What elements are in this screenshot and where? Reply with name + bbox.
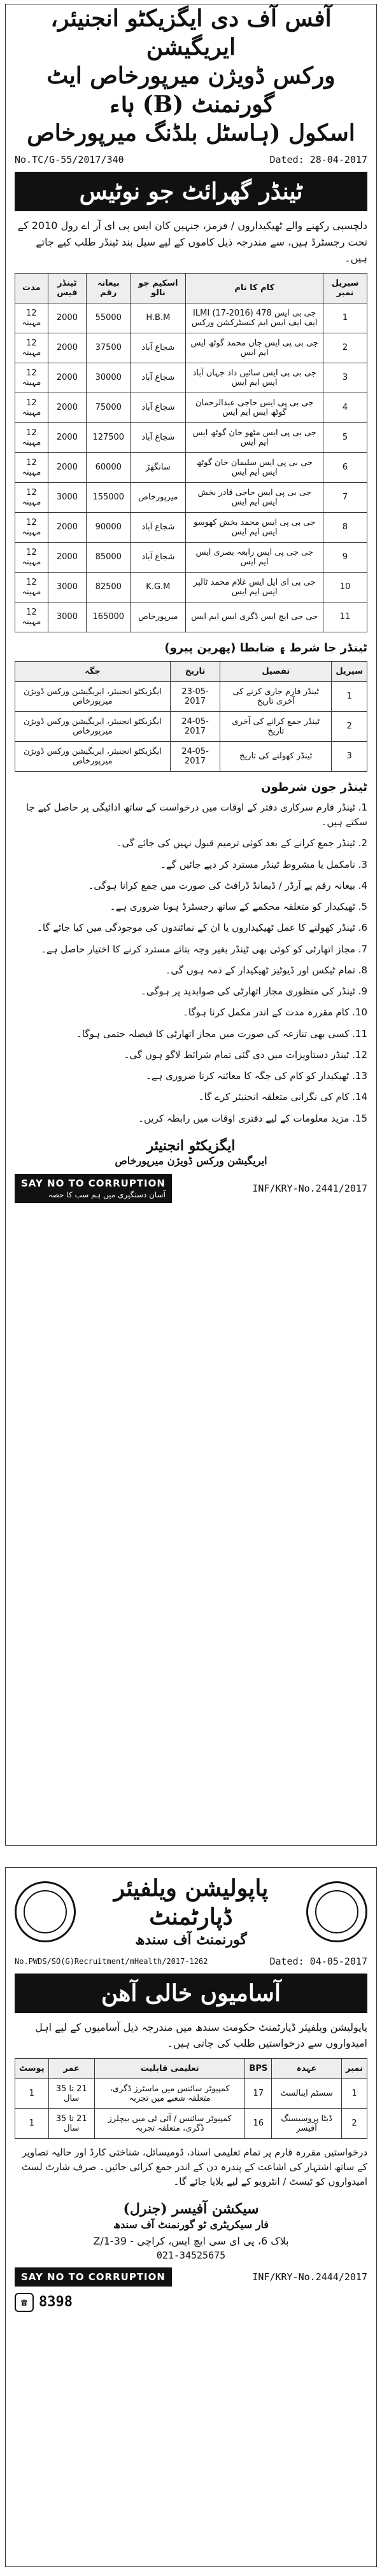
- officer-org: فار سیکریٹری ٹو گورنمنٹ آف سندھ: [113, 2218, 269, 2231]
- table-row: [15, 2108, 367, 2138]
- cell-sn: 11: [323, 602, 367, 632]
- cell-sn: 3: [323, 363, 367, 393]
- cell-fee: 2000: [48, 363, 86, 393]
- vacancy-count: 1: [15, 2108, 49, 2138]
- cell-time: 12 مہینہ: [15, 363, 48, 393]
- cell-fee: 2000: [48, 333, 86, 363]
- schedule-col-date: تاریخ: [170, 661, 220, 681]
- cell-desc: جی بی پی ایس مٹھو خان گوٹھ ایس ایم ایس: [186, 422, 323, 452]
- condition-10: 10. کام مقررہ مدت کے اندر مکمل کرنا ہوگا۔: [183, 1006, 367, 1019]
- vacancy-bps: 16: [245, 2108, 272, 2138]
- cell-fee: 2000: [48, 393, 86, 422]
- cell-sn: 10: [323, 572, 367, 602]
- cell-scheme: سانگھڑ: [131, 452, 186, 482]
- ad1-footer: [15, 1174, 367, 1203]
- dept-title-block: [76, 1874, 306, 1949]
- condition-14: 14. کام کی نگرانی متعلقہ انجنیئر کرے گا۔: [198, 1091, 367, 1103]
- cell-time: 12 مہینہ: [15, 333, 48, 363]
- table-row: [15, 393, 367, 422]
- cell-scheme: شجاع آباد: [131, 422, 186, 452]
- cell-desc: جی بی پی ایس سائیں داد جہاں آباد ایس ایم ایس: [186, 363, 323, 393]
- schedule-date: 24-05-2017: [170, 741, 220, 771]
- signature-title: ایگزیکٹو انجنیئر: [146, 1137, 236, 1154]
- cell-desc: جی بی پی ایس جان محمد گوٹھ ایس ایم ایس: [186, 333, 323, 363]
- works-table: [15, 273, 367, 632]
- dept-header: [15, 1874, 367, 1949]
- table-row: [15, 512, 367, 542]
- vacancy-qual: کمپیوٹر سائنس / آئی ٹی میں بیچلرز ڈگری، متعلقہ تجربہ: [94, 2108, 245, 2138]
- col-name: کام کا نام: [186, 273, 323, 303]
- vacancy-sn: 2: [342, 2108, 367, 2138]
- schedule-date: 23-05-2017: [170, 681, 220, 711]
- schedule-row: [15, 741, 367, 771]
- signature-block: [15, 1138, 367, 1168]
- cell-earnest: 37500: [87, 333, 131, 363]
- tender-intro: دلچسپی رکھنے والے ٹھیکیداروں / فرمز، جنہیں کان ایس پی ای آر اے رول 2010 کے تحت رجسٹرڈ ہیں، سے مندرجہ ذیل کاموں کے لیے سیل بند ٹینڈر طلب کیے جاتے ہیں۔: [17, 219, 367, 265]
- vacancy-col-bps: BPS: [245, 2058, 272, 2078]
- ref-date-row: [15, 154, 367, 165]
- table-row: [15, 542, 367, 572]
- condition-7: 7. مجاز اتھارٹی کو کوئی بھی ٹینڈر بغیر وجہ بتائے مسترد کرنے کا اختیار حاصل ہے۔: [41, 943, 367, 955]
- condition-15: 15. مزید معلومات کے لیے دفتری اوقات میں رابطہ کریں۔: [138, 1112, 367, 1124]
- vacancy-count: 1: [15, 2078, 49, 2108]
- cell-scheme: شجاع آباد: [131, 542, 186, 572]
- schedule-item: ٹینڈر کھولنے کی تاریخ: [220, 741, 332, 771]
- vacancy-qual: کمپیوٹر سائنس میں ماسٹرز ڈگری، متعلقہ شعبے میں تجربہ: [94, 2078, 245, 2108]
- cell-earnest: 55000: [87, 303, 131, 333]
- officer-block: [15, 2201, 367, 2261]
- cell-desc: جی بی پی ایس حاجی عبدالرحمان گوٹھ ایس ایم ایس: [186, 393, 323, 422]
- issue-date: Dated: 28-04-2017: [269, 154, 367, 165]
- govt-seal-icon: [15, 1881, 76, 1942]
- table-row: [15, 452, 367, 482]
- cell-fee: 2000: [48, 452, 86, 482]
- schedule-row: [15, 711, 367, 741]
- schedule-sn: 3: [332, 741, 367, 771]
- cell-desc: جی جی پی ایس رابعہ بصری ایس ایم ایس: [186, 542, 323, 572]
- cell-sn: 1: [323, 303, 367, 333]
- inf-number: INF/KRY-No.2441/2017: [252, 1183, 367, 1195]
- condition-9: 9. ٹینڈر کی منظوری مجاز اتھارٹی کی صوابدید پر ہوگی۔: [141, 985, 367, 998]
- ad2-ref-row: [15, 1956, 367, 1967]
- phone-icon: ☎: [15, 2293, 34, 2312]
- tender-notice-banner: ٹینڈر گھرائٹ جو نوٹیس: [15, 172, 367, 211]
- ref-number: No.TC/G-55/2017/340: [15, 154, 124, 165]
- ad2-date: Dated: 04-05-2017: [269, 1955, 367, 1967]
- ad2-ref-number: No.PWDS/SO(G)Recruitment/mHealth/2017-1262: [15, 1956, 208, 1966]
- condition-1: 1. ٹینڈر فارم سرکاری دفتر کے اوقات میں درخواست کے ساتھ ادائیگی پر حاصل کیے جا سکتے ہیں۔: [25, 801, 367, 828]
- cell-time: 12 مہینہ: [15, 393, 48, 422]
- col-scheme: اسکیم جو نالو: [131, 273, 186, 303]
- vacancy-col-qual: تعلیمی قابلیت: [94, 2058, 245, 2078]
- cell-desc: جی بی پی ایس حاجی قادر بخش ایس ایم ایس: [186, 482, 323, 512]
- condition-12: 12. ٹینڈر دستاویزات میں دی گئی تمام شرائط لاگو ہوں گی۔: [124, 1048, 367, 1061]
- condition-4: 4. بیعانہ رقم پے آرڈر / ڈیمانڈ ڈرافٹ کی صورت میں جمع کرانا ہوگی۔: [88, 879, 367, 891]
- dept-subtitle: گورنمنٹ آف سندھ: [135, 1932, 247, 1948]
- anti-corruption-urdu: آسان دستگیری میں ہم سب کا حصہ: [48, 1190, 166, 1200]
- col-amount: بیعانہ رقم: [87, 273, 131, 303]
- vacancy-table: [15, 2058, 367, 2139]
- table-row: [15, 303, 367, 333]
- vacancy-body: درخواستیں مقررہ فارم پر تمام تعلیمی اسناد، ڈومیسائل، شناختی کارڈ اور حالیہ تصاویر کے ساتھ اشتہار کی اشاعت کے پندرہ دن کے اندر جمع کرائی جائیں۔ صرف شارٹ لسٹ امیدواروں کو ٹیسٹ / انٹرویو کے لیے بلایا جائے گا۔: [21, 2146, 367, 2188]
- cell-scheme: H.B.M: [131, 303, 186, 333]
- schedule-place: ایگزیکٹو انجنیئر، ایریگیشن ورکس ڈویژن میرپورخاص: [15, 681, 171, 711]
- cell-earnest: 127500: [87, 422, 131, 452]
- schedule-date: 24-05-2017: [170, 711, 220, 741]
- cell-fee: 3000: [48, 602, 86, 632]
- vacancy-post: سسٹم اینالسٹ: [272, 2078, 342, 2108]
- vacancy-col-sn: نمبر: [342, 2058, 367, 2078]
- schedule-col-place: جگہ: [15, 661, 171, 681]
- org-title-line2: ورکس ڈویژن میرپورخاص ایٹ گورنمنٹ (B) ہاء: [46, 62, 336, 118]
- table-row: [15, 333, 367, 363]
- cell-desc: جی بی پی ایس سلیمان خان گوٹھ ایس ایم ایس: [186, 452, 323, 482]
- vacancy-ad: [5, 1867, 377, 2567]
- cell-earnest: 82500: [87, 572, 131, 602]
- schedule-col-item: تفصیل: [220, 661, 332, 681]
- cell-scheme: شجاع آباد: [131, 512, 186, 542]
- vacancy-banner: آسامیوں خالی آھن: [15, 1974, 367, 2013]
- condition-5: 5. ٹھیکیدار کو متعلقہ محکمے کے ساتھ رجسٹرڈ ہونا ضروری ہے۔: [110, 901, 367, 913]
- vacancy-header: [15, 2058, 367, 2078]
- cell-desc: جی بی پی ایس محمد بخش کھوسو ایس ایم ایس: [186, 512, 323, 542]
- tender-notice-ad: [5, 4, 377, 1846]
- works-table-header: [15, 273, 367, 303]
- signature-subtitle: ایریگیشن ورکس ڈویژن میرپورخاص: [115, 1155, 267, 1167]
- condition-2: 2. ٹینڈر جمع کرانے کے بعد کوئی ترمیم قبول نہیں کی جائے گی۔: [116, 837, 367, 849]
- officer-address: بلاک 6، پی ای سی ایچ ایس، کراچی - 39-Z/1: [93, 2234, 289, 2247]
- vacancy-bps: 17: [245, 2078, 272, 2108]
- sindh-seal-icon: [306, 1881, 367, 1942]
- schedule-col-serial: سیریل: [332, 661, 367, 681]
- org-title-line3: اسکول (ہاسٹل بلڈنگ میرپورخاص: [27, 120, 355, 146]
- ad2-anti-corruption-banner: [15, 2267, 172, 2287]
- table-row: [15, 363, 367, 393]
- schedule-title: ٹینڈر جا شرط ۽ ضابطا (پھرین پیرو): [164, 641, 367, 655]
- schedule-sn: 1: [332, 681, 367, 711]
- vacancy-col-count: پوسٹ: [15, 2058, 49, 2078]
- cell-sn: 7: [323, 482, 367, 512]
- cell-earnest: 60000: [87, 452, 131, 482]
- cell-fee: 2000: [48, 303, 86, 333]
- table-row: [15, 572, 367, 602]
- conditions-title: ٹینڈر جون شرطون: [261, 780, 367, 794]
- cell-time: 12 مہینہ: [15, 482, 48, 512]
- cell-desc: جی بی ای ایل ایس غلام محمد ٹالپر ایس ایم ایس: [186, 572, 323, 602]
- schedule-place: ایگزیکٹو انجنیئر، ایریگیشن ورکس ڈویژن میرپورخاص: [15, 741, 171, 771]
- cell-earnest: 165000: [87, 602, 131, 632]
- cell-scheme: K.G.M: [131, 572, 186, 602]
- schedule-header: [15, 661, 367, 681]
- cell-scheme: شجاع آباد: [131, 363, 186, 393]
- condition-13: 13. ٹھیکیدار کو کام کی جگہ کا معائنہ کرنا ضروری ہے۔: [146, 1070, 367, 1082]
- ad2-anti-corruption-text: SAY NO TO CORRUPTION: [21, 2271, 166, 2283]
- vacancy-col-post: عہدہ: [272, 2058, 342, 2078]
- cell-time: 12 مہینہ: [15, 422, 48, 452]
- vacancy-post: ڈیٹا پروسیسنگ آفیسر: [272, 2108, 342, 2138]
- cell-time: 12 مہینہ: [15, 512, 48, 542]
- schedule-item: ٹینڈر جمع کرانے کی آخری تاریخ: [220, 711, 332, 741]
- vacancy-col-age: عمر: [48, 2058, 94, 2078]
- anti-corruption-banner: [15, 1174, 172, 1203]
- col-time: مدت: [15, 273, 48, 303]
- cell-earnest: 85000: [87, 542, 131, 572]
- condition-11: 11. کسی بھی تنازعہ کی صورت میں مجاز اتھارٹی کا فیصلہ حتمی ہوگا۔: [76, 1027, 367, 1040]
- cell-time: 12 مہینہ: [15, 542, 48, 572]
- vacancy-age: 21 تا 35 سال: [48, 2078, 94, 2108]
- cell-sn: 8: [323, 512, 367, 542]
- cell-scheme: میرپورخاص: [131, 602, 186, 632]
- condition-6: 6. ٹینڈر کھولنے کا عمل ٹھیکیداروں یا ان کے نمائندوں کی موجودگی میں کیا جائے گا۔: [37, 922, 367, 934]
- condition-8: 8. تمام ٹیکس اور ڈیوٹیز ٹھیکیدار کے ذمہ ہوں گی۔: [165, 964, 367, 976]
- cell-earnest: 30000: [87, 363, 131, 393]
- cell-fee: 2000: [48, 542, 86, 572]
- table-row: [15, 422, 367, 452]
- cell-sn: 5: [323, 422, 367, 452]
- cell-time: 12 مہینہ: [15, 303, 48, 333]
- schedule-table: [15, 661, 367, 772]
- cell-fee: 3000: [48, 572, 86, 602]
- col-serial: سیریل نمبر: [323, 273, 367, 303]
- cell-earnest: 155000: [87, 482, 131, 512]
- cell-sn: 9: [323, 542, 367, 572]
- schedule-sn: 2: [332, 711, 367, 741]
- condition-3: 3. نامکمل یا مشروط ٹینڈر مسترد کر دیے جائیں گے۔: [160, 858, 367, 870]
- hotline-number: 8398: [39, 2294, 73, 2311]
- officer-phone: 021-34525675: [156, 2249, 226, 2261]
- cell-desc: جی جی ایچ ایس ڈگری ایس ایم ایس: [186, 602, 323, 632]
- col-fee: ٹینڈر فیس: [48, 273, 86, 303]
- schedule-item: ٹینڈر فارم جاری کرنے کی آخری تاریخ: [220, 681, 332, 711]
- cell-scheme: شجاع آباد: [131, 393, 186, 422]
- cell-desc: جی بی ایس 478 (2016-17) ILMI ایف ایف ایس ایم کنسٹرکشن ورکس: [186, 303, 323, 333]
- anti-corruption-text: SAY NO TO CORRUPTION: [21, 1178, 166, 1190]
- dept-title: پاپولیشن ویلفیئر ڈپارٹمنٹ: [113, 1875, 269, 1930]
- cell-earnest: 75000: [87, 393, 131, 422]
- hotline: [15, 2293, 367, 2312]
- ad2-footer: [15, 2267, 367, 2287]
- cell-sn: 6: [323, 452, 367, 482]
- cell-fee: 3000: [48, 482, 86, 512]
- cell-time: 12 مہینہ: [15, 452, 48, 482]
- vacancy-age: 21 تا 35 سال: [48, 2108, 94, 2138]
- schedule-place: ایگزیکٹو انجنیئر، ایریگیشن ورکس ڈویژن میرپورخاص: [15, 711, 171, 741]
- org-title-line1: آفس آف دی ایگزیکٹو انجنیئر، ایریگیشن: [50, 5, 332, 60]
- cell-scheme: شجاع آباد: [131, 333, 186, 363]
- cell-sn: 4: [323, 393, 367, 422]
- cell-time: 12 مہینہ: [15, 572, 48, 602]
- ad2-inf-number: INF/KRY-No.2444/2017: [252, 2271, 367, 2283]
- schedule-row: [15, 681, 367, 711]
- officer-title: سیکشن آفیسر (جنرل): [123, 2201, 259, 2218]
- cell-fee: 2000: [48, 422, 86, 452]
- cell-fee: 2000: [48, 512, 86, 542]
- cell-earnest: 90000: [87, 512, 131, 542]
- vacancy-intro: پاپولیشن ویلفیئر ڈپارٹمنٹ حکومت سندھ میں مندرجہ ذیل آسامیوں کے لیے اہل امیدواروں سے درخواستیں طلب کی جاتی ہیں۔: [35, 2021, 367, 2050]
- table-row: [15, 482, 367, 512]
- table-row: [15, 2078, 367, 2108]
- table-row: [15, 602, 367, 632]
- vacancy-sn: 1: [342, 2078, 367, 2108]
- cell-sn: 2: [323, 333, 367, 363]
- cell-scheme: میرپورخاص: [131, 482, 186, 512]
- cell-time: 12 مہینہ: [15, 602, 48, 632]
